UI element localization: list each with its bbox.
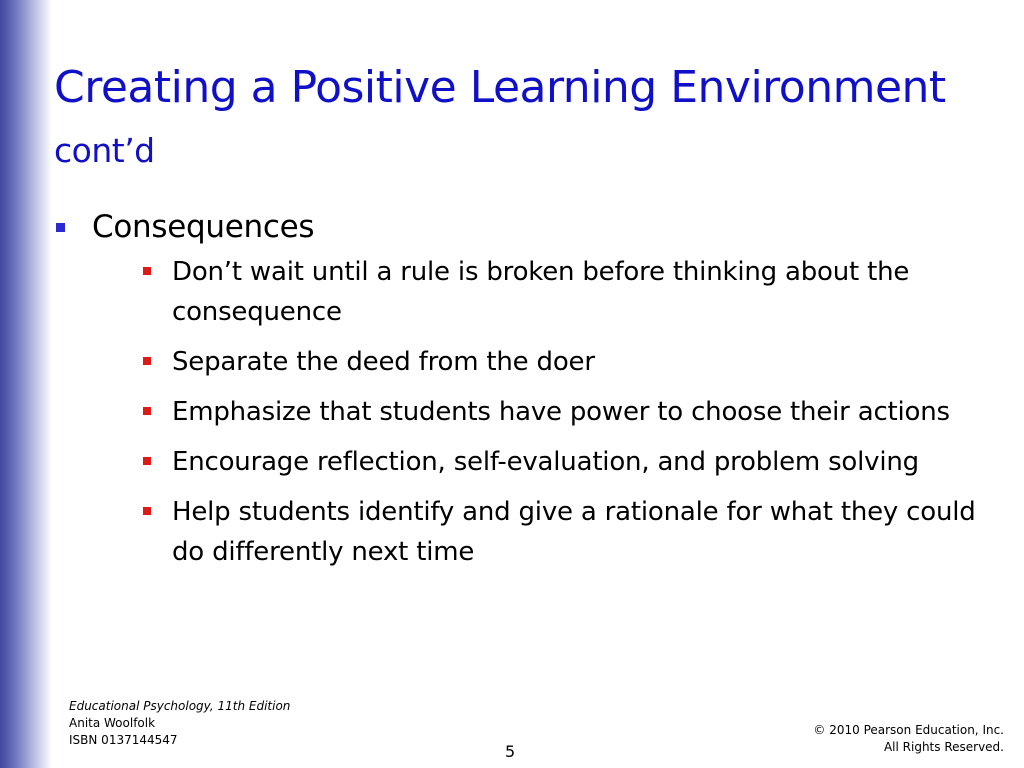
sub-bullet-item [92, 252, 986, 332]
footer-rights-line: All Rights Reserved. [883, 740, 1004, 754]
red-square-bullet-icon [143, 267, 151, 275]
sub-bullet-item [92, 392, 986, 432]
bullet-item-consequences [56, 206, 986, 572]
page-number: 5 [505, 742, 516, 761]
red-square-bullet-icon [143, 507, 151, 515]
blue-square-bullet-icon [56, 223, 65, 232]
decorative-side-bar [0, 0, 52, 768]
footer-book-info [69, 698, 290, 749]
sub-bullet-text: Emphasize that students have power to choose their actions [172, 397, 950, 427]
red-square-bullet-icon [143, 457, 151, 465]
footer-book-title: Educational Psychology, 11th Edition [69, 699, 291, 713]
footer-isbn: ISBN 0137144547 [69, 733, 178, 747]
sub-bullet-text: Help students identify and give a rationale for what they could do differently next time [172, 497, 976, 567]
footer-copyright [813, 722, 1004, 756]
sub-bullet-text: Encourage reflection, self-evaluation, and problem solving [172, 447, 919, 477]
red-square-bullet-icon [143, 357, 151, 365]
footer-author: Anita Woolfolk [69, 716, 156, 730]
sub-bullet-item [92, 342, 986, 382]
title-main-text: Creating a Positive Learning Environment [54, 62, 946, 113]
red-square-bullet-icon [143, 407, 151, 415]
sub-bullet-item [92, 442, 986, 482]
title-suffix-text: cont’d [54, 131, 155, 170]
sub-bullet-text: Separate the deed from the doer [172, 347, 595, 377]
bullet-text: Consequences [92, 209, 315, 245]
bullet-list [56, 206, 986, 582]
footer-copyright-line: © 2010 Pearson Education, Inc. [813, 723, 1004, 737]
sub-bullet-text: Don’t wait until a rule is broken before thinking about the consequence [172, 257, 910, 327]
slide-title [54, 58, 994, 181]
sub-bullet-item [92, 492, 986, 572]
sub-bullet-list [92, 252, 986, 572]
